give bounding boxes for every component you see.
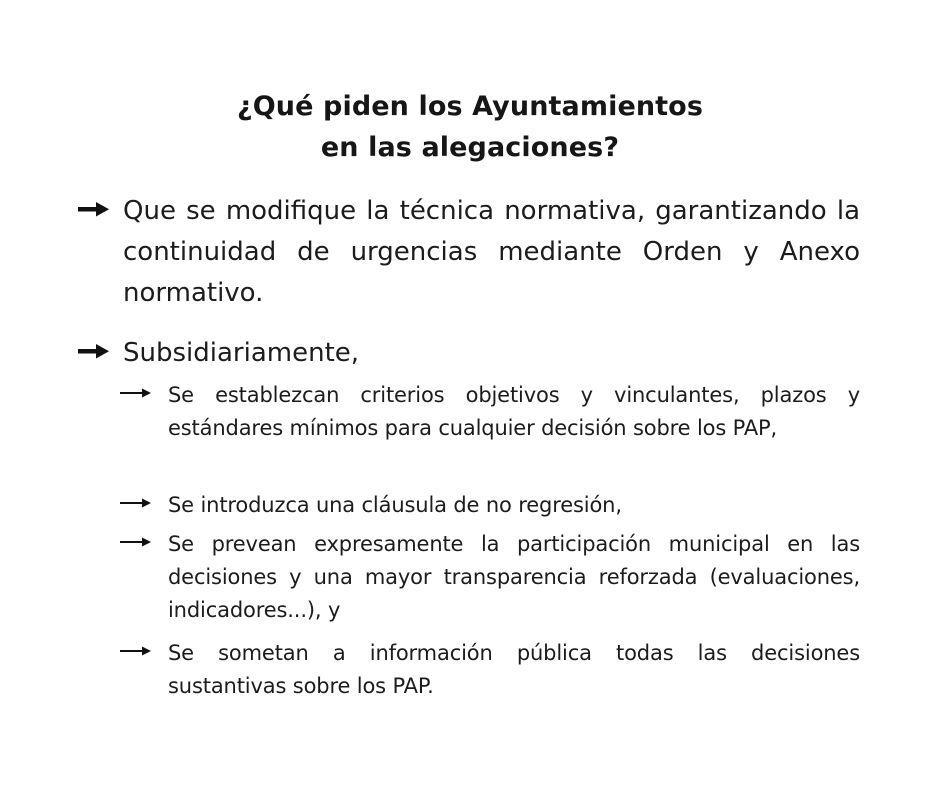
page-title bbox=[0, 86, 940, 168]
list-item-technique bbox=[78, 191, 860, 314]
list-item-text: Que se modifique la técnica normativa, garantizando la continuidad de urgencias mediante Orden y Anexo normativo. bbox=[123, 196, 860, 308]
sub-list-item-text: Se establezcan criterios objetivos y vinculantes, plazos y estándares mínimos para cualquier decisión sobre los PAP, bbox=[168, 383, 860, 440]
arrow-right-thin-icon bbox=[120, 496, 152, 510]
sub-list-item-text: Se sometan a información pública todas las decisiones sustantivas sobre los PAP. bbox=[168, 641, 860, 698]
sub-list-item bbox=[120, 489, 860, 522]
sub-list-item-text: Se prevean expresamente la participación municipal en las decisiones y una mayor transparencia reforzada (evaluaciones, indicadores...), y bbox=[168, 532, 860, 622]
arrow-right-bold-icon bbox=[78, 343, 110, 359]
title-line-2: en las alegaciones? bbox=[320, 132, 620, 163]
list-item-subsidiary bbox=[78, 333, 860, 374]
sub-list-item-text: Se introduzca una cláusula de no regresión, bbox=[168, 493, 622, 517]
arrow-right-thin-icon bbox=[120, 386, 152, 400]
arrow-right-thin-icon bbox=[120, 535, 152, 549]
title-line-1: ¿Qué piden los Ayuntamientos bbox=[236, 91, 704, 122]
sub-list-item bbox=[120, 379, 860, 445]
list-item-text: Subsidiariamente, bbox=[123, 338, 360, 368]
sub-list-item bbox=[120, 637, 860, 703]
sub-list-item bbox=[120, 528, 860, 627]
arrow-right-thin-icon bbox=[120, 644, 152, 658]
arrow-right-bold-icon bbox=[78, 201, 110, 217]
